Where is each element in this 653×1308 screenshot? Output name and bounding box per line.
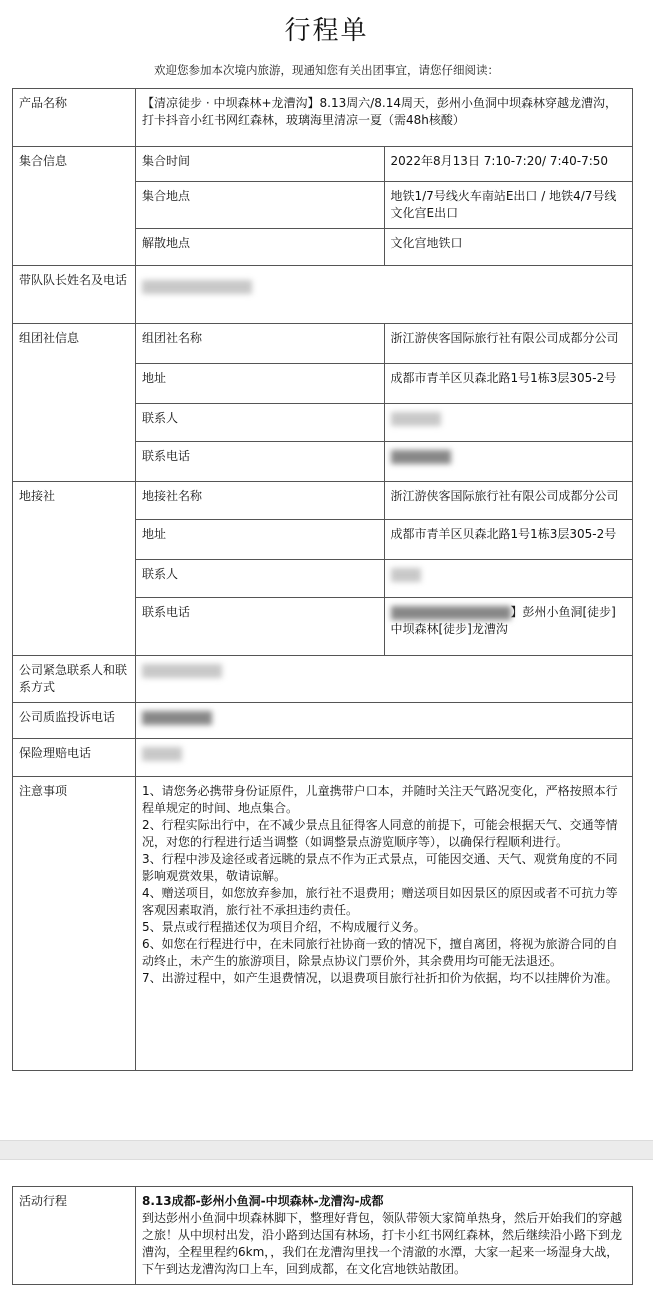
complaint-label: 公司质监投诉电话: [13, 703, 136, 739]
leader-value: [136, 266, 633, 324]
redacted-text: [391, 568, 421, 582]
table-row: [13, 703, 633, 739]
redacted-text: [142, 747, 182, 761]
activity-title: 8.13成都-彭州小鱼洞-中坝森林-龙漕沟-成都: [142, 1194, 384, 1208]
organizer-label: 组团社信息: [13, 324, 136, 482]
page-separator: [0, 1140, 653, 1160]
emergency-value: [136, 656, 633, 703]
itinerary-table: [12, 88, 633, 1071]
page-title: 行程单: [284, 16, 369, 46]
assembly-time-label: 集合时间: [136, 147, 385, 182]
redacted-text: [391, 450, 451, 464]
emergency-label: 公司紧急联系人和联系方式: [13, 656, 136, 703]
table-row: [13, 147, 633, 182]
redacted-text: [391, 606, 511, 620]
organizer-name-value: 浙江游侠客国际旅行社有限公司成都分公司: [384, 324, 633, 364]
local-name-value: 浙江游侠客国际旅行社有限公司成都分公司: [384, 482, 633, 520]
table-row: [13, 777, 633, 1071]
notes-text: 1、请您务必携带身份证原件，儿童携带户口本，并随时关注天气路况变化，严格按照本行程单规定的时间、地点集合。 2、行程实际出行中，在不减少景点且征得客人同意的前提下，可能会根据天气、交通等情况，对您的行程进行适当调整（如调整景点游览顺序等），以确保行程顺利进行。 3、行程中涉及途径或者远眺的景点不作为正式景点，可能因交通、天气、观赏角度的不同影响观赏效果，敬请谅解。 4、赠送项目，如您放弃参加，旅行社不退费用；赠送项目如因景区的原因或者不可抗力等客观因素取消，旅行社不承担违约责任。 5、景点或行程描述仅为项目介绍，不构成履行义务。 6、如您在行程进行中，在未同旅行社协商一致的情况下，擅自离团，将视为旅游合同的自动终止，未产生的旅游项目，除景点协议门票价外，其余费用均可能无法退还。 7、出游过程中，如产生退费情况，以退费项目旅行社折扣价为依据，均不以挂牌价为准。: [136, 777, 633, 1071]
local-contact-label: 联系人: [136, 560, 385, 598]
redacted-text: [142, 280, 252, 294]
activity-label: 活动行程: [13, 1187, 136, 1285]
insurance-label: 保险理赔电话: [13, 739, 136, 777]
complaint-value: [136, 703, 633, 739]
local-phone-tail: 】彭州小鱼洞[徒步]中坝森林[徒步]龙漕沟: [390, 605, 616, 636]
activity-content: [136, 1187, 633, 1285]
organizer-name-label: 组团社名称: [136, 324, 385, 364]
organizer-contact-label: 联系人: [136, 404, 385, 442]
table-row: [13, 89, 633, 147]
table-row: [13, 1187, 633, 1285]
assembly-time-value: 2022年8月13日 7:10-7:20/ 7:40-7:50: [384, 147, 633, 182]
activity-table: [12, 1186, 633, 1285]
insurance-value: [136, 739, 633, 777]
notes-label: 注意事项: [13, 777, 136, 1071]
leader-label: 带队队长姓名及电话: [13, 266, 136, 324]
product-label: 产品名称: [13, 89, 136, 147]
page-subtitle: 欢迎您参加本次境内旅游，现通知您有关出团事宜，请您仔细阅读：: [154, 63, 499, 77]
table-row: [13, 482, 633, 520]
local-label: 地接社: [13, 482, 136, 656]
local-phone-value: [384, 598, 633, 656]
redacted-text: [142, 664, 222, 678]
activity-text: 到达彭州小鱼洞中坝森林脚下，整理好背包，领队带领大家简单热身，然后开始我们的穿越之旅！从中坝村出发，沿小路到达国有林场，打卡小红书网红森林，然后继续沿小路下到龙漕沟，全程里程约6km，，我们在龙漕沟里找一个清澈的水潭，大家一起来一场湿身大战，下午到达龙漕沟沟口上车，回到成都，在文化宫地铁站散团。: [142, 1211, 623, 1276]
table-row: [13, 739, 633, 777]
dismiss-label: 解散地点: [136, 229, 385, 266]
table-row: [13, 266, 633, 324]
organizer-addr-label: 地址: [136, 364, 385, 404]
redacted-text: [391, 412, 441, 426]
table-row: [13, 324, 633, 364]
assembly-label: 集合信息: [13, 147, 136, 266]
organizer-phone-label: 联系电话: [136, 442, 385, 482]
product-value: 【清凉徒步 · 中坝森林+龙漕沟】8.13周六/8.14周天，彭州小鱼洞中坝森林穿越龙漕沟，打卡抖音小红书网红森林，玻璃海里清凉一夏（需48h核酸）: [136, 89, 633, 147]
local-addr-label: 地址: [136, 520, 385, 560]
organizer-addr-value: 成都市青羊区贝森北路1号1栋3层305-2号: [384, 364, 633, 404]
dismiss-value: 文化宫地铁口: [384, 229, 633, 266]
local-name-label: 地接社名称: [136, 482, 385, 520]
assembly-place-value: 地铁1/7号线火车南站E出口 / 地铁4/7号线文化宫E出口: [384, 182, 633, 229]
local-contact-value: [384, 560, 633, 598]
redacted-text: [142, 711, 212, 725]
organizer-contact-value: [384, 404, 633, 442]
assembly-place-label: 集合地点: [136, 182, 385, 229]
local-addr-value: 成都市青羊区贝森北路1号1栋3层305-2号: [384, 520, 633, 560]
organizer-phone-value: [384, 442, 633, 482]
table-row: [13, 656, 633, 703]
local-phone-label: 联系电话: [136, 598, 385, 656]
